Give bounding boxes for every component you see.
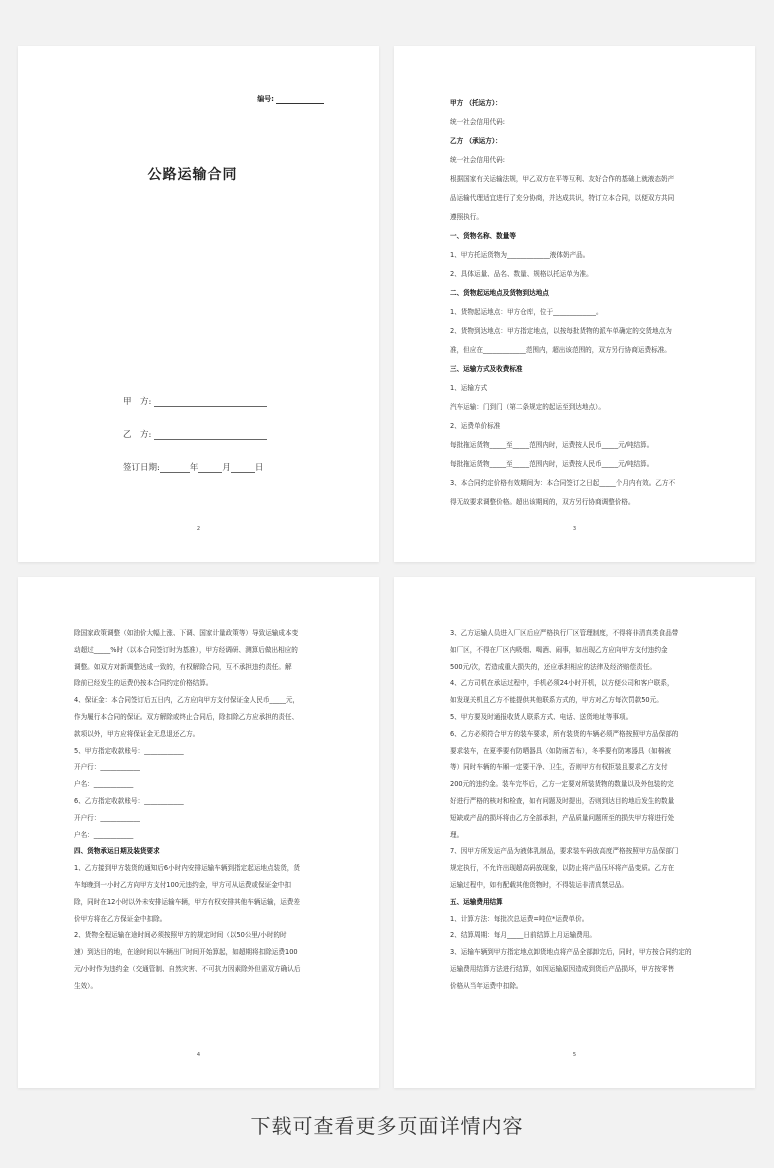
body-line: 元/小时作为违约金（交通管制、自然灾害、不可抗力因素除外但需双方确认后 [74, 964, 301, 973]
page-3-body [450, 94, 699, 512]
body-line: 调整。如双方对新调整达成一致的，有权解除合同，互不承担违约责任。解 [74, 662, 292, 671]
day-blank [231, 463, 255, 473]
section-heading: 四、货物承运日期及装货要求 [74, 847, 160, 856]
section-heading: 五、运输费用结算 [450, 897, 503, 906]
contract-page-3 [394, 46, 755, 562]
party-a-row [123, 395, 267, 407]
body-line: 户名：____________ [74, 780, 134, 789]
body-line: 除，同时在12小时以外未安排运输车辆，甲方有权安排其他车辆运输，运费差 [74, 897, 300, 906]
body-line: 根据国家有关运输法规，甲乙双方在平等互利、友好合作的基础上就液态奶产 [450, 175, 675, 183]
body-line: 生效）。 [74, 981, 98, 990]
body-line: 户名：____________ [74, 830, 134, 839]
body-line: 3、本合同约定价格有效期间为：本合同签订之日起_____个月内有效。乙方不 [450, 479, 676, 487]
year-blank [160, 463, 190, 473]
body-line: 统一社会信用代码: [450, 156, 505, 164]
body-line: 500元/次，若造成重大损失的，还应承担相应的法律及经济赔偿责任。 [450, 662, 657, 671]
party-b-label: 乙 方: [123, 430, 152, 440]
body-line: 运输过程中，如有配载其他货物时，不得装运非清真禁忌品。 [450, 880, 629, 889]
body-line: 动超过_____%时（以本合同签订时为基准），甲方经调研、测算后做出相应的 [74, 645, 298, 654]
party-b-row [123, 428, 267, 440]
page-5-body [450, 625, 699, 995]
party-b-blank [154, 430, 267, 440]
body-line: 价甲方将在乙方保证金中扣除。 [74, 914, 167, 923]
page-number: 3 [572, 526, 577, 532]
contract-number-label: 编号: [257, 95, 274, 103]
section-heading: 一、货物名称、数量等 [450, 232, 516, 240]
body-line: 如厂区，不得在厂区内吸烟、喝酒、闹事，如出现乙方应向甲方支付违约金 [450, 645, 668, 654]
body-line: 6、乙方必须符合甲方的装车要求，所有装货的车辆必须严格按照甲方品保部的 [450, 729, 679, 738]
body-line: 要求装车，在夏季要有防晒器具（如防雨苫布），冬季要有防寒器具（如棉被 [450, 746, 671, 755]
body-line: 短缺或产品的损坏将由乙方全部承担，产品质量问题所至的损失甲方将进行处 [450, 813, 675, 822]
body-line: 1、乙方接到甲方装货的通知后6小时内安排运输车辆到指定起运地点装货，货 [74, 864, 300, 873]
download-more-caption: 下载可查看更多页面详情内容 [250, 1114, 524, 1138]
sign-date-row [123, 461, 263, 473]
body-line: 除国家政策调整（如油价大幅上涨、下调、国家计量政策等）导致运输成本变 [74, 629, 299, 637]
body-line: 2、结算周期：每月_____日前结算上月运输费用。 [450, 931, 596, 940]
body-line: 4、保证金：本合同签订后五日内，乙方应向甲方支付保证金人民币_____元， [74, 696, 300, 705]
body-line: 2、货物到达地点：甲方指定地点，以按每批货物的派车单确定的交货地点为 [450, 327, 672, 335]
contract-title-text: 公路运输合同 [147, 167, 238, 183]
body-line: 每批拖运货物_____至_____范围内时，运费按人民币_____元/吨结算。 [450, 441, 654, 449]
body-line: 遵照执行。 [450, 213, 483, 221]
body-line: 2、货物全程运输在途时间必须按照甲方的规定时间（以50公里/小时的时 [74, 931, 287, 940]
month-blank [198, 463, 222, 473]
body-line: 3、运输车辆到甲方指定地点卸货地点将产品全部卸完后，同时，甲方按合同约定的 [450, 948, 692, 957]
body-line: 开户行：____________ [74, 763, 140, 772]
body-line: 6、乙方指定收款账号：____________ [74, 796, 184, 805]
contract-title [18, 164, 379, 184]
body-line: 等）同时车辆的车厢一定要干净、卫生，否则甲方有权拒装且要求乙方支付 [450, 763, 668, 772]
body-line: 1、货物起运地点：甲方仓库，位于_____________。 [450, 308, 603, 316]
contract-number-blank [276, 96, 324, 104]
body-line: 得无故要求调整价格。超出该期间的，双方另行协商调整价格。 [450, 498, 635, 506]
body-line: 速）到达目的地，在途时间以车辆出厂时间开始算起，如超期将扣除运费100 [74, 948, 298, 957]
body-line: 1、运输方式 [450, 384, 488, 392]
party-a-blank [154, 397, 267, 407]
body-line: 3、乙方运输人员进入厂区后应严格执行厂区管理制度，不得将非清真类食品带 [450, 629, 679, 637]
body-line: 品运输代理适宜进行了充分协商，并达成共识，特订立本合同，以便双方共同 [450, 194, 675, 202]
body-line: 好进行严格的核对和检查，如有问题及时提出，否则到达目的地后发生的数量 [450, 796, 675, 805]
party-a-label: 甲 方: [123, 397, 152, 407]
page-number: 5 [572, 1052, 577, 1058]
body-line: 5、甲方要及时通报收货人联系方式、电话、送货地址等事项。 [450, 712, 633, 721]
page-number: 2 [196, 526, 201, 532]
body-line: 汽车运输：门到门（第二条规定的起运至到达地点）。 [450, 403, 605, 411]
contract-number [257, 94, 324, 104]
contract-cover-page [18, 46, 379, 562]
year-label: 年 [189, 463, 199, 473]
body-line: 价格从当年运费中扣除。 [450, 981, 523, 990]
body-line: 准，但应在_____________范围内，超出该范围的，双方另行协商运费标准。 [450, 346, 671, 354]
body-line: 规定执行，不允许出现超高码放现象，以防止将产品压坏将产品变质。乙方在 [450, 864, 675, 873]
body-line: 2、具体运量、品名、数量、规格以托运单为准。 [450, 270, 593, 278]
contract-page-5 [394, 577, 755, 1088]
month-label: 月 [222, 463, 231, 473]
body-line: 款项以外，甲方应将保证金无息退还乙方。 [74, 729, 200, 738]
body-line: 作为履行本合同的保证。双方解除或终止合同后，除扣除乙方应承担的责任、 [74, 712, 299, 721]
page-4-body [74, 625, 323, 995]
body-line: 运输费用结算方法进行结算，如因运输原因造成到货后产品损坏，甲方按零售 [450, 964, 675, 973]
section-heading: 乙方 （承运方）： [450, 137, 502, 145]
section-heading: 二、货物起运地点及货物到达地点 [450, 289, 549, 297]
body-line: 除前已经发生的运费仍按本合同约定价格结算。 [74, 679, 213, 688]
body-line: 4、乙方司机在承运过程中，手机必须24小时开机，以方便公司和客户联系， [450, 679, 674, 688]
sign-date-label: 签订日期: [123, 463, 160, 473]
body-line: 如发现关机且乙方不能提供其他联系方式的，甲方对乙方每次罚款50元。 [450, 696, 663, 705]
section-heading: 甲方 （托运方）： [450, 99, 502, 107]
body-line: 200元的违约金。装车完毕后，乙方一定要对所装货物的数量以及外包装的完 [450, 780, 674, 789]
body-line: 统一社会信用代码: [450, 118, 505, 126]
body-line: 1、甲方托运货物为_____________液体奶产品。 [450, 251, 590, 259]
section-heading: 三、运输方式及收费标准 [450, 365, 523, 373]
body-line: 车每晚到一小时乙方向甲方支付100元违约金，甲方可从运费或保证金中扣 [74, 880, 291, 889]
body-line: 7、因甲方所发运产品为液体乳制品，要求装车码放高度严格按照甲方品保部门 [450, 847, 679, 856]
contract-page-4 [18, 577, 379, 1088]
body-line: 5、甲方指定收款账号：____________ [74, 746, 184, 755]
body-line: 理。 [450, 830, 464, 839]
body-line: 每批拖运货物_____至_____范围内时，运费按人民币_____元/吨结算。 [450, 460, 654, 468]
body-line: 开户行：____________ [74, 813, 140, 822]
page-number: 4 [196, 1052, 201, 1058]
body-line: 2、运费单价标准 [450, 422, 501, 430]
body-line: 1、计算方法：每批次总运费=吨位*运费单价。 [450, 914, 589, 923]
day-label: 日 [254, 463, 264, 473]
